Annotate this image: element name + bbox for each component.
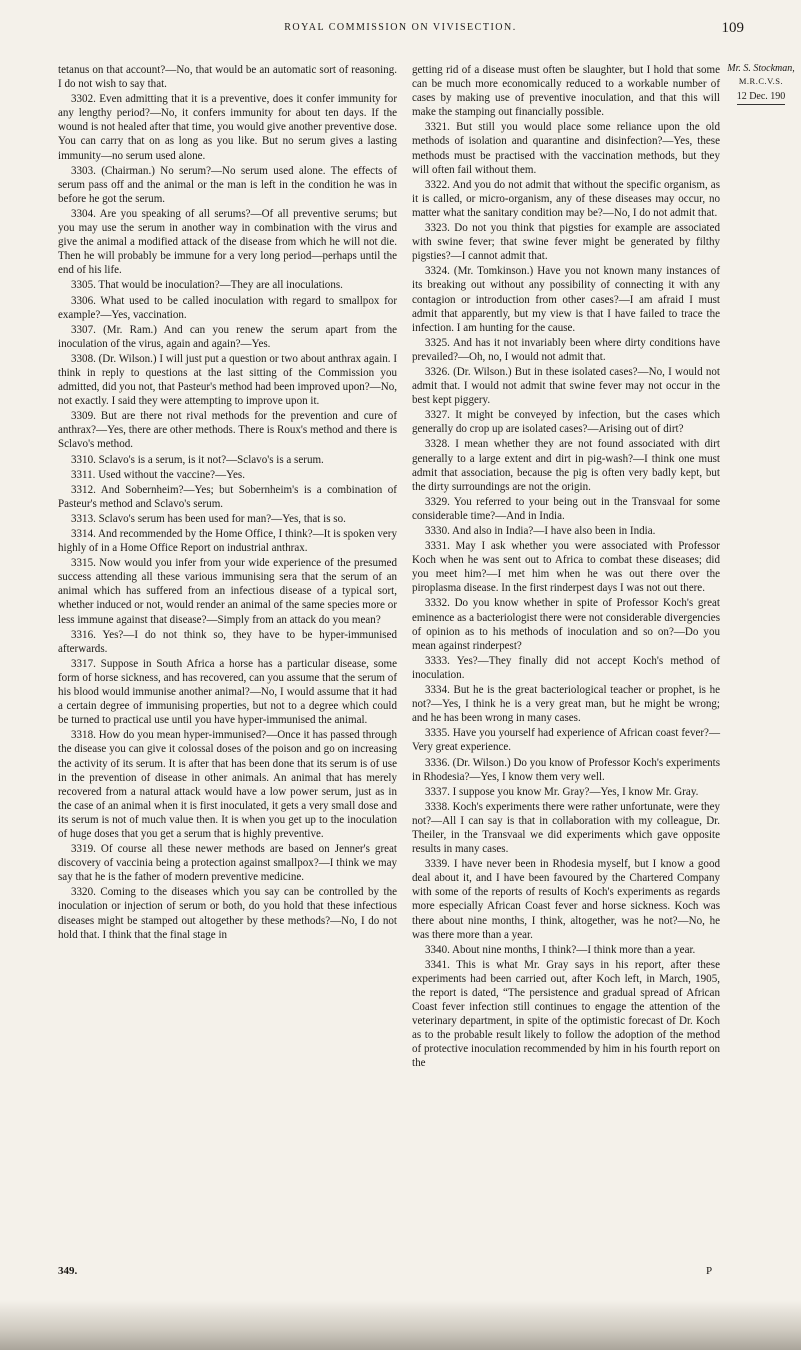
testimony-paragraph: 3308. (Dr. Wilson.) I will just put a question or two about anthrax again. I think in reply to questions at the last sitting of the Commission you admitted, did you not, that Pasteur's method had been improved upon?—No, not exactly. I said they were attempting to improve upon it. [58, 352, 397, 408]
testimony-paragraph: 3314. And recommended by the Home Office, I think?—It is spoken very highly of in a Home Office Report on industrial anthrax. [58, 528, 397, 555]
testimony-paragraph: 3305. That would be inoculation?—They are all inoculations. [71, 279, 343, 292]
page-edge-shadow [0, 1300, 801, 1350]
testimony-paragraph: 3320. Coming to the diseases which you say can be controlled by the inoculation or injection of serum or both, do you hold that these infectious diseases might be stamped out altogether by these methods?—No, I do not hold that. I think that the final stage in [58, 886, 397, 941]
testimony-paragraph: 3325. And has it not invariably been where dirty conditions have prevailed?—Oh, no, I would not admit that. [412, 336, 720, 363]
page-number: 109 [721, 20, 744, 36]
signature-mark: 349. [58, 1265, 78, 1277]
testimony-paragraph: 3337. I suppose you know Mr. Gray?—Yes, I know Mr. Gray. [425, 785, 699, 798]
testimony-paragraph: 3319. Of course all these newer methods are based on Jenner's great discovery of vaccinia being a protection against smallpox?—I think we may say that he is the father of modern preventive medicine. [58, 843, 397, 884]
testimony-paragraph: 3312. And Sobernheim?—Yes; but Sobernheim's is a combination of Pasteur's method and Sclavo's serum. [58, 483, 397, 510]
testimony-paragraph: 3341. This is what Mr. Gray says in his report, after these experiments had been carried out, after Koch left, in March, 1905, the report is dated, “The persistence and gradual spread of African Coast fever infection still continues to engage the attention of the veterinary department, in spite of the optimistic forecast of Dr. Koch as to the probable result likely to follow the adoption of the method of protective inoculation recommended by him in his fourth report on the [412, 958, 720, 1070]
page-header [0, 20, 801, 40]
testimony-paragraph: 3317. Suppose in South Africa a horse has a particular disease, some form of horse sickness, and has recovered, can you assume that the serum of his blood would immunise another animal?—No, I would assume that it had a certain degree of immunising properties, but not to a degree which could be turned to practical use until you have hyper-immunised the animal. [58, 657, 397, 727]
testimony-paragraph: 3323. Do not you think that pigsties for example are associated with swine fever; that swine fever might be generated by filthy pigsties?—I cannot admit that. [412, 222, 720, 263]
testimony-paragraph: 3332. Do you know whether in spite of Professor Koch's great eminence as a bacteriologist there were not considerable divergencies of opinion as to his methods of inoculation and so on?—Do you mean against rinderpest? [412, 597, 720, 652]
testimony-paragraph: 3309. But are there not rival methods for the prevention and cure of anthrax?—Yes, there are other methods. There is Roux's method and there is Sclavo's method. [58, 410, 397, 451]
hearing-date: 12 Dec. 190 [737, 90, 786, 105]
testimony-paragraph: 3302. Even admitting that it is a preventive, does it confer immunity for any lengthy period?—No, it confers immunity for about ten days. If the wound is not healed after that time, you would give another preventive dose. You can carry that on as long as you like. But no serum gives a lasting immunity—no serum used alone. [58, 93, 397, 162]
running-title: ROYAL COMMISSION ON VIVISECTION. [284, 22, 517, 33]
testimony-paragraph: 3303. (Chairman.) No serum?—No serum used alone. The effects of serum pass off and the animal or the man is left in the condition he was in before he got the serum. [58, 164, 397, 205]
testimony-paragraph: 3313. Sclavo's serum has been used for man?—Yes, that is so. [71, 512, 346, 525]
testimony-paragraph: 3310. Sclavo's is a serum, is it not?—Sclavo's is a serum. [71, 453, 324, 466]
testimony-paragraph: tetanus on that account?—No, that would be an automatic sort of reasoning. I do not wish to say that. [58, 64, 397, 91]
testimony-paragraph: 3335. Have you yourself had experience of African coast fever?—Very great experience. [412, 727, 720, 754]
testimony-paragraph: 3306. What used to be called inoculation with regard to smallpox for example?—Yes, vaccination. [58, 294, 397, 321]
testimony-paragraph: 3327. It might be conveyed by infection, but the cases which generally do crop up are isolated cases?—Arising out of dirt? [412, 409, 720, 436]
testimony-paragraph: 3311. Used without the vaccine?—Yes. [71, 468, 245, 481]
testimony-paragraph: 3316. Yes?—I do not think so, they have to be hyper-immunised afterwards. [58, 628, 397, 655]
testimony-paragraph: 3307. (Mr. Ram.) And can you renew the serum apart from the inoculation of the virus, again and again?—Yes. [58, 323, 397, 350]
testimony-paragraph: 3328. I mean whether they are not found associated with dirt generally to a large extent and dirt in pig-wash?—I think one must admit that association, because the pig is often very badly kept, but the dirty surroundings are not the origin. [412, 438, 720, 493]
testimony-paragraph: 3318. How do you mean hyper-immunised?—Once it has passed through the disease you can give it colossal doses of the poison and go on increasing the activity of its serum. It is after that has been done that its serum is of use in the prevention of disease in other animals. An animal that has merely recovered from a natural attack would have a low power serum, just as in the case of an animal when it is first inoculated, it gets a very small dose and its serum is not of much value then. It is when you get up to the inoculation of huge doses that you get a serum that is highly preventive. [58, 729, 397, 840]
testimony-paragraph: 3321. But still you would place some reliance upon the old methods of isolation and quarantine and disinfection?—Yes, these methods must be practised with the vaccination methods, but they will often fail without them. [412, 121, 720, 176]
testimony-paragraph: 3333. Yes?—They finally did not accept Koch's method of inoculation. [412, 654, 720, 681]
testimony-paragraph: getting rid of a disease must often be slaughter, but I hold that some can be much more economically reduced to a workable number of cases by making use of preventive inoculation, and that this will make the stamping out financially possible. [412, 64, 720, 119]
testimony-paragraph: 3304. Are you speaking of all serums?—Of all preventive serums; but you may use the serum in another way in combination with the virus and give the animal a modified attack of the disease from which he will not die. Then he will probably be immune for a very long period—perhaps until the end of his life. [58, 207, 397, 277]
witness-qualifications: M.R.C.V.S. [738, 76, 784, 86]
testimony-paragraph: 3324. (Mr. Tomkinson.) Have you not known many instances of its breaking out without any possibility of connecting it with any contagion or introduction from other cases?—I am afraid I must admit that apparently, but my view is that I have failed to trace the infection. I am hunting for the cause. [412, 265, 720, 334]
testimony-paragraph: 3340. About nine months, I think?—I think more than a year. [425, 943, 696, 956]
gathering-letter: P [706, 1265, 713, 1277]
testimony-paragraph: 3334. But he is the great bacteriological teacher or prophet, is he not?—Yes, I think he is a very great man, but he might be wrong; and he has been wrong in many cases. [412, 684, 720, 725]
witness-name: Mr. S. Stockman, [727, 63, 795, 74]
testimony-paragraph: 3322. And you do not admit that without the specific organism, as it is called, or micro-organism, any of these diseases may occur, no matter what the sanitary condition may be?—No, I do not admit that. [412, 178, 720, 219]
testimony-paragraph: 3329. You referred to your being out in the Transvaal for some considerable time?—And in India. [412, 495, 720, 522]
testimony-paragraph: 3339. I have never been in Rhodesia myself, but I know a good deal about it, and I have been favoured by the Chartered Company with some of the reports of results of Koch's experiments as regards more especially African Coast fever and horse sickness. Koch was there about nine months, I think, altogether, was he not?—No, he was there more than a year. [412, 858, 720, 941]
testimony-paragraph: 3326. (Dr. Wilson.) But in these isolated cases?—No, I would not admit that. I would not admit that swine fever may not occur in the best kept piggery. [412, 365, 720, 407]
testimony-paragraph: 3336. (Dr. Wilson.) Do you know of Professor Koch's experiments in Rhodesia?—Yes, I know them very well. [412, 756, 720, 783]
margin-note [726, 62, 796, 105]
testimony-paragraph: 3331. May I ask whether you were associated with Professor Koch when he was sent out to Africa to combat these diseases; did you meet him?—I met him when he was out there over the piroplasma disease. In the first rinderpest days I was not out there. [412, 540, 720, 595]
left-column [58, 63, 397, 943]
testimony-paragraph: 3330. And also in India?—I have also been in India. [425, 525, 656, 537]
testimony-paragraph: 3315. Now would you infer from your wide experience of the presumed success attending all these various immunising sera that the serum of an animal which has suffered from an infectious disease of a typical sort, whether induced or not, would render an animal of the same species more or less immune against that disease?—Simply from an attack do you mean? [58, 557, 397, 626]
testimony-paragraph: 3338. Koch's experiments there were rather unfortunate, were they not?—All I can say is that in collaboration with my colleague, Dr. Theiler, in the Transvaal we did experiments which gave opposite results in many cases. [412, 800, 720, 856]
right-column [412, 63, 720, 1072]
